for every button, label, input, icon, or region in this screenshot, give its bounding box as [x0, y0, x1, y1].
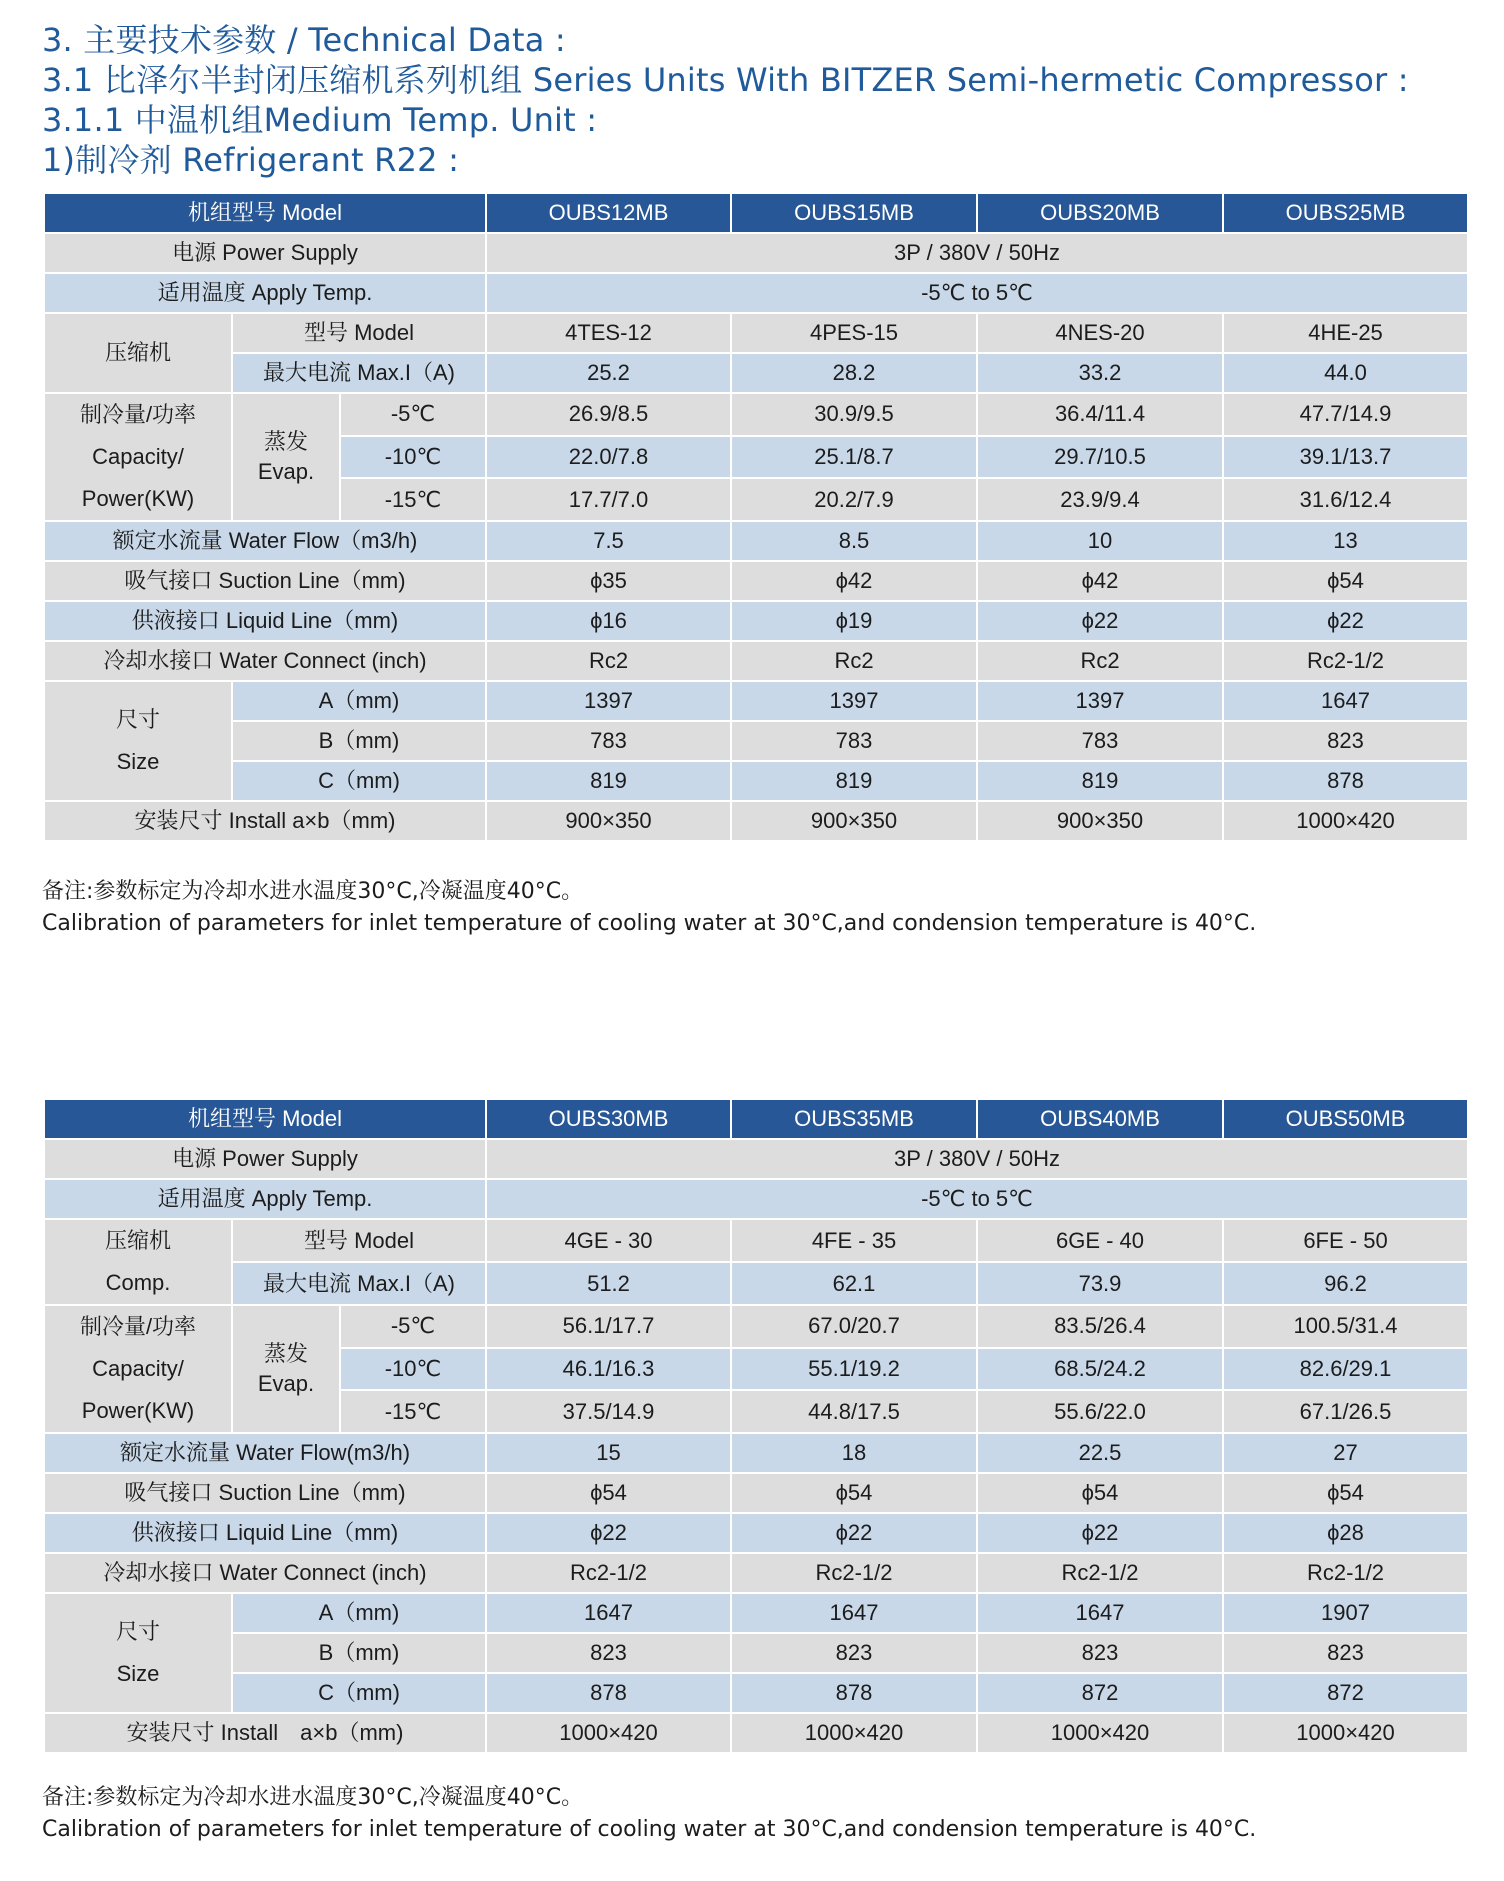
table-row-suction	[44, 1473, 1468, 1513]
max-current-cell: 28.2	[731, 353, 977, 393]
dim-c-cell: 872	[977, 1673, 1223, 1713]
model-cell: OUBS15MB	[731, 193, 977, 233]
dim-b-cell: 783	[977, 721, 1223, 761]
install-cell: 1000×420	[1223, 1713, 1468, 1753]
label-install: 安装尺寸 Install a×b（mm)	[44, 1713, 486, 1753]
label-compressor	[44, 1219, 232, 1305]
dim-c-cell: 878	[486, 1673, 731, 1713]
suction-cell: ϕ35	[486, 561, 731, 601]
capacity-cell: 36.4/11.4	[977, 393, 1223, 436]
table-row-dim-a	[44, 681, 1468, 721]
model-cell: OUBS40MB	[977, 1099, 1223, 1139]
label-size-cn: 尺寸	[115, 707, 160, 732]
max-current-cell: 62.1	[731, 1262, 977, 1305]
label-max-current: 最大电流 Max.I（A)	[232, 1262, 486, 1305]
dim-a-cell: 1907	[1223, 1593, 1468, 1633]
dim-b-cell: 823	[731, 1633, 977, 1673]
label-apply-temp: 适用温度 Apply Temp.	[44, 273, 486, 313]
label-size-cn: 尺寸	[115, 1619, 160, 1644]
table-row-max-current	[44, 1262, 1468, 1305]
table-row-dim-a	[44, 1593, 1468, 1633]
capacity-cell: 55.1/19.2	[731, 1348, 977, 1391]
table-2-note	[42, 1782, 1256, 1846]
capacity-cell: 31.6/12.4	[1223, 478, 1468, 521]
label-temp-m5: -5℃	[340, 393, 486, 436]
table-row-capacity-m5	[44, 1305, 1468, 1348]
label-temp-m10: -10℃	[340, 1348, 486, 1391]
model-cell: OUBS30MB	[486, 1099, 731, 1139]
model-cell: OUBS25MB	[1223, 193, 1468, 233]
liquid-cell: ϕ16	[486, 601, 731, 641]
capacity-cell: 82.6/29.1	[1223, 1348, 1468, 1391]
dim-a-cell: 1647	[486, 1593, 731, 1633]
suction-cell: ϕ42	[977, 561, 1223, 601]
dim-a-cell: 1647	[1223, 681, 1468, 721]
table-row-capacity-m5	[44, 393, 1468, 436]
install-cell: 900×350	[731, 801, 977, 841]
power-supply-value: 3P / 380V / 50Hz	[486, 233, 1468, 273]
dim-b-cell: 783	[486, 721, 731, 761]
label-size	[44, 681, 232, 801]
table-row-install	[44, 801, 1468, 841]
dim-a-cell: 1397	[486, 681, 731, 721]
spec-table-1	[43, 192, 1469, 842]
capacity-cell: 25.1/8.7	[731, 436, 977, 479]
water-connect-cell: Rc2	[977, 641, 1223, 681]
comp-model-cell: 4GE - 30	[486, 1219, 731, 1262]
label-dim-c: C（mm)	[232, 761, 486, 801]
comp-model-cell: 4TES-12	[486, 313, 731, 353]
water-connect-cell: Rc2-1/2	[731, 1553, 977, 1593]
note-cn: 备注:参数标定为冷却水进水温度30°C,冷凝温度40°C。	[42, 1785, 584, 1810]
model-cell: OUBS35MB	[731, 1099, 977, 1139]
liquid-cell: ϕ22	[486, 1513, 731, 1553]
label-size-en: Size	[116, 749, 160, 774]
water-connect-cell: Rc2-1/2	[1223, 1553, 1468, 1593]
heading-line-refrigerant: 1)制冷剂 Refrigerant R22 :	[42, 141, 460, 179]
capacity-cell: 56.1/17.7	[486, 1305, 731, 1348]
label-temp-m15: -15℃	[340, 478, 486, 521]
note-en: Calibration of parameters for inlet temperature of cooling water at 30°C,and condension temperature is 40°C.	[42, 911, 1257, 936]
install-cell: 1000×420	[731, 1713, 977, 1753]
label-dim-b: B（mm)	[232, 721, 486, 761]
capacity-cell: 67.1/26.5	[1223, 1390, 1468, 1433]
table-row-install	[44, 1713, 1468, 1753]
water-flow-cell: 10	[977, 521, 1223, 561]
capacity-cell: 39.1/13.7	[1223, 436, 1468, 479]
max-current-cell: 96.2	[1223, 1262, 1468, 1305]
label-dim-c: C（mm)	[232, 1673, 486, 1713]
label-capacity-unit: Power(KW)	[81, 1398, 195, 1423]
label-dim-a: A（mm)	[232, 681, 486, 721]
apply-temp-value: -5℃ to 5℃	[486, 273, 1468, 313]
dim-c-cell: 819	[486, 761, 731, 801]
label-evap-cn: 蒸发	[263, 429, 308, 454]
suction-cell: ϕ54	[1223, 1473, 1468, 1513]
heading-line-medium-temp: 3.1.1 中温机组Medium Temp. Unit :	[42, 101, 598, 139]
dim-c-cell: 872	[1223, 1673, 1468, 1713]
label-size	[44, 1593, 232, 1713]
dim-b-cell: 823	[1223, 1633, 1468, 1673]
comp-model-cell: 4PES-15	[731, 313, 977, 353]
table-row-comp-model	[44, 313, 1468, 353]
water-connect-cell: Rc2	[731, 641, 977, 681]
label-max-current: 最大电流 Max.I（A)	[232, 353, 486, 393]
table-row-comp-model	[44, 1219, 1468, 1262]
table-row-dim-b	[44, 721, 1468, 761]
table-row-max-current	[44, 353, 1468, 393]
comp-model-cell: 6GE - 40	[977, 1219, 1223, 1262]
capacity-cell: 46.1/16.3	[486, 1348, 731, 1391]
label-temp-m5: -5℃	[340, 1305, 486, 1348]
table-row-model	[44, 1099, 1468, 1139]
label-compressor: 压缩机	[44, 313, 232, 393]
table-row-water-connect	[44, 1553, 1468, 1593]
max-current-cell: 33.2	[977, 353, 1223, 393]
capacity-cell: 30.9/9.5	[731, 393, 977, 436]
table-row-dim-c	[44, 761, 1468, 801]
table-row-model	[44, 193, 1468, 233]
capacity-cell: 22.0/7.8	[486, 436, 731, 479]
water-connect-cell: Rc2-1/2	[977, 1553, 1223, 1593]
label-suction: 吸气接口 Suction Line（mm)	[44, 561, 486, 601]
table-row-liquid	[44, 1513, 1468, 1553]
model-cell: OUBS20MB	[977, 193, 1223, 233]
note-cn: 备注:参数标定为冷却水进水温度30°C,冷凝温度40°C。	[42, 879, 584, 904]
label-size-en: Size	[116, 1661, 160, 1686]
install-cell: 1000×420	[486, 1713, 731, 1753]
table-row-apply-temp	[44, 273, 1468, 313]
water-flow-cell: 27	[1223, 1433, 1468, 1473]
water-flow-cell: 13	[1223, 521, 1468, 561]
label-water-flow: 额定水流量 Water Flow(m3/h)	[44, 1433, 486, 1473]
table-row-liquid	[44, 601, 1468, 641]
install-cell: 900×350	[977, 801, 1223, 841]
heading-line-series-units: 3.1 比泽尔半封闭压缩机系列机组 Series Units With BITZER Semi-hermetic Compressor :	[42, 61, 1409, 99]
install-cell: 1000×420	[1223, 801, 1468, 841]
water-flow-cell: 15	[486, 1433, 731, 1473]
comp-model-cell: 4NES-20	[977, 313, 1223, 353]
comp-model-cell: 4HE-25	[1223, 313, 1468, 353]
label-capacity	[44, 393, 232, 521]
table-row-water-flow	[44, 521, 1468, 561]
water-connect-cell: Rc2	[486, 641, 731, 681]
table-row-water-flow	[44, 1433, 1468, 1473]
water-connect-cell: Rc2-1/2	[486, 1553, 731, 1593]
label-capacity	[44, 1305, 232, 1433]
label-capacity-cn: 制冷量/功率	[79, 1314, 197, 1339]
dim-b-cell: 783	[731, 721, 977, 761]
comp-model-cell: 4FE - 35	[731, 1219, 977, 1262]
liquid-cell: ϕ22	[731, 1513, 977, 1553]
dim-a-cell: 1647	[731, 1593, 977, 1633]
dim-c-cell: 819	[977, 761, 1223, 801]
label-comp-model: 型号 Model	[232, 313, 486, 353]
label-model: 机组型号 Model	[44, 1099, 486, 1139]
water-flow-cell: 18	[731, 1433, 977, 1473]
suction-cell: ϕ54	[977, 1473, 1223, 1513]
water-connect-cell: Rc2-1/2	[1223, 641, 1468, 681]
suction-cell: ϕ42	[731, 561, 977, 601]
liquid-cell: ϕ19	[731, 601, 977, 641]
label-evap	[232, 1305, 340, 1433]
label-temp-m10: -10℃	[340, 436, 486, 479]
label-apply-temp: 适用温度 Apply Temp.	[44, 1179, 486, 1219]
dim-c-cell: 878	[731, 1673, 977, 1713]
label-capacity-unit: Power(KW)	[81, 486, 195, 511]
label-dim-a: A（mm)	[232, 1593, 486, 1633]
spec-table-2	[43, 1098, 1469, 1754]
label-capacity-en: Capacity/	[92, 1356, 184, 1381]
label-liquid: 供液接口 Liquid Line（mm)	[44, 601, 486, 641]
water-flow-cell: 8.5	[731, 521, 977, 561]
capacity-cell: 17.7/7.0	[486, 478, 731, 521]
table-row-power-supply	[44, 1139, 1468, 1179]
label-evap-en: Evap.	[257, 1371, 315, 1396]
capacity-cell: 47.7/14.9	[1223, 393, 1468, 436]
dim-b-cell: 823	[977, 1633, 1223, 1673]
comp-model-cell: 6FE - 50	[1223, 1219, 1468, 1262]
table-1-note	[42, 876, 1256, 940]
label-install: 安装尺寸 Install a×b（mm)	[44, 801, 486, 841]
note-en: Calibration of parameters for inlet temperature of cooling water at 30°C,and condension temperature is 40°C.	[42, 1817, 1257, 1842]
water-flow-cell: 7.5	[486, 521, 731, 561]
capacity-cell: 83.5/26.4	[977, 1305, 1223, 1348]
label-power-supply: 电源 Power Supply	[44, 1139, 486, 1179]
label-compressor-cn: 压缩机	[104, 1228, 171, 1253]
dim-a-cell: 1397	[977, 681, 1223, 721]
max-current-cell: 44.0	[1223, 353, 1468, 393]
capacity-cell: 55.6/22.0	[977, 1390, 1223, 1433]
dim-b-cell: 823	[486, 1633, 731, 1673]
section-heading	[42, 20, 1409, 180]
label-capacity-en: Capacity/	[92, 444, 184, 469]
label-liquid: 供液接口 Liquid Line（mm)	[44, 1513, 486, 1553]
table-row-dim-c	[44, 1673, 1468, 1713]
apply-temp-value: -5℃ to 5℃	[486, 1179, 1468, 1219]
table-row-water-connect	[44, 641, 1468, 681]
table-row-dim-b	[44, 1633, 1468, 1673]
label-capacity-cn: 制冷量/功率	[79, 402, 197, 427]
capacity-cell: 67.0/20.7	[731, 1305, 977, 1348]
table-row-apply-temp	[44, 1179, 1468, 1219]
capacity-cell: 44.8/17.5	[731, 1390, 977, 1433]
heading-line-technical-data: 3. 主要技术参数 / Technical Data :	[42, 21, 566, 59]
capacity-cell: 37.5/14.9	[486, 1390, 731, 1433]
liquid-cell: ϕ22	[977, 1513, 1223, 1553]
capacity-cell: 29.7/10.5	[977, 436, 1223, 479]
capacity-cell: 100.5/31.4	[1223, 1305, 1468, 1348]
max-current-cell: 51.2	[486, 1262, 731, 1305]
power-supply-value: 3P / 380V / 50Hz	[486, 1139, 1468, 1179]
dim-a-cell: 1647	[977, 1593, 1223, 1633]
dim-c-cell: 819	[731, 761, 977, 801]
label-evap	[232, 393, 340, 521]
table-row-suction	[44, 561, 1468, 601]
model-cell: OUBS12MB	[486, 193, 731, 233]
model-cell: OUBS50MB	[1223, 1099, 1468, 1139]
capacity-cell: 20.2/7.9	[731, 478, 977, 521]
capacity-cell: 26.9/8.5	[486, 393, 731, 436]
label-power-supply: 电源 Power Supply	[44, 233, 486, 273]
install-cell: 1000×420	[977, 1713, 1223, 1753]
table-row-power-supply	[44, 233, 1468, 273]
label-water-connect: 冷却水接口 Water Connect (inch)	[44, 641, 486, 681]
label-evap-en: Evap.	[257, 459, 315, 484]
label-dim-b: B（mm)	[232, 1633, 486, 1673]
liquid-cell: ϕ28	[1223, 1513, 1468, 1553]
max-current-cell: 25.2	[486, 353, 731, 393]
dim-a-cell: 1397	[731, 681, 977, 721]
capacity-cell: 68.5/24.2	[977, 1348, 1223, 1391]
label-water-connect: 冷却水接口 Water Connect (inch)	[44, 1553, 486, 1593]
suction-cell: ϕ54	[731, 1473, 977, 1513]
label-model: 机组型号 Model	[44, 193, 486, 233]
install-cell: 900×350	[486, 801, 731, 841]
label-comp-model: 型号 Model	[232, 1219, 486, 1262]
label-evap-cn: 蒸发	[263, 1341, 308, 1366]
liquid-cell: ϕ22	[1223, 601, 1468, 641]
capacity-cell: 23.9/9.4	[977, 478, 1223, 521]
suction-cell: ϕ54	[1223, 561, 1468, 601]
label-water-flow: 额定水流量 Water Flow（m3/h)	[44, 521, 486, 561]
dim-b-cell: 823	[1223, 721, 1468, 761]
label-suction: 吸气接口 Suction Line（mm)	[44, 1473, 486, 1513]
suction-cell: ϕ54	[486, 1473, 731, 1513]
label-compressor-en: Comp.	[105, 1270, 171, 1295]
water-flow-cell: 22.5	[977, 1433, 1223, 1473]
liquid-cell: ϕ22	[977, 601, 1223, 641]
label-temp-m15: -15℃	[340, 1390, 486, 1433]
max-current-cell: 73.9	[977, 1262, 1223, 1305]
dim-c-cell: 878	[1223, 761, 1468, 801]
